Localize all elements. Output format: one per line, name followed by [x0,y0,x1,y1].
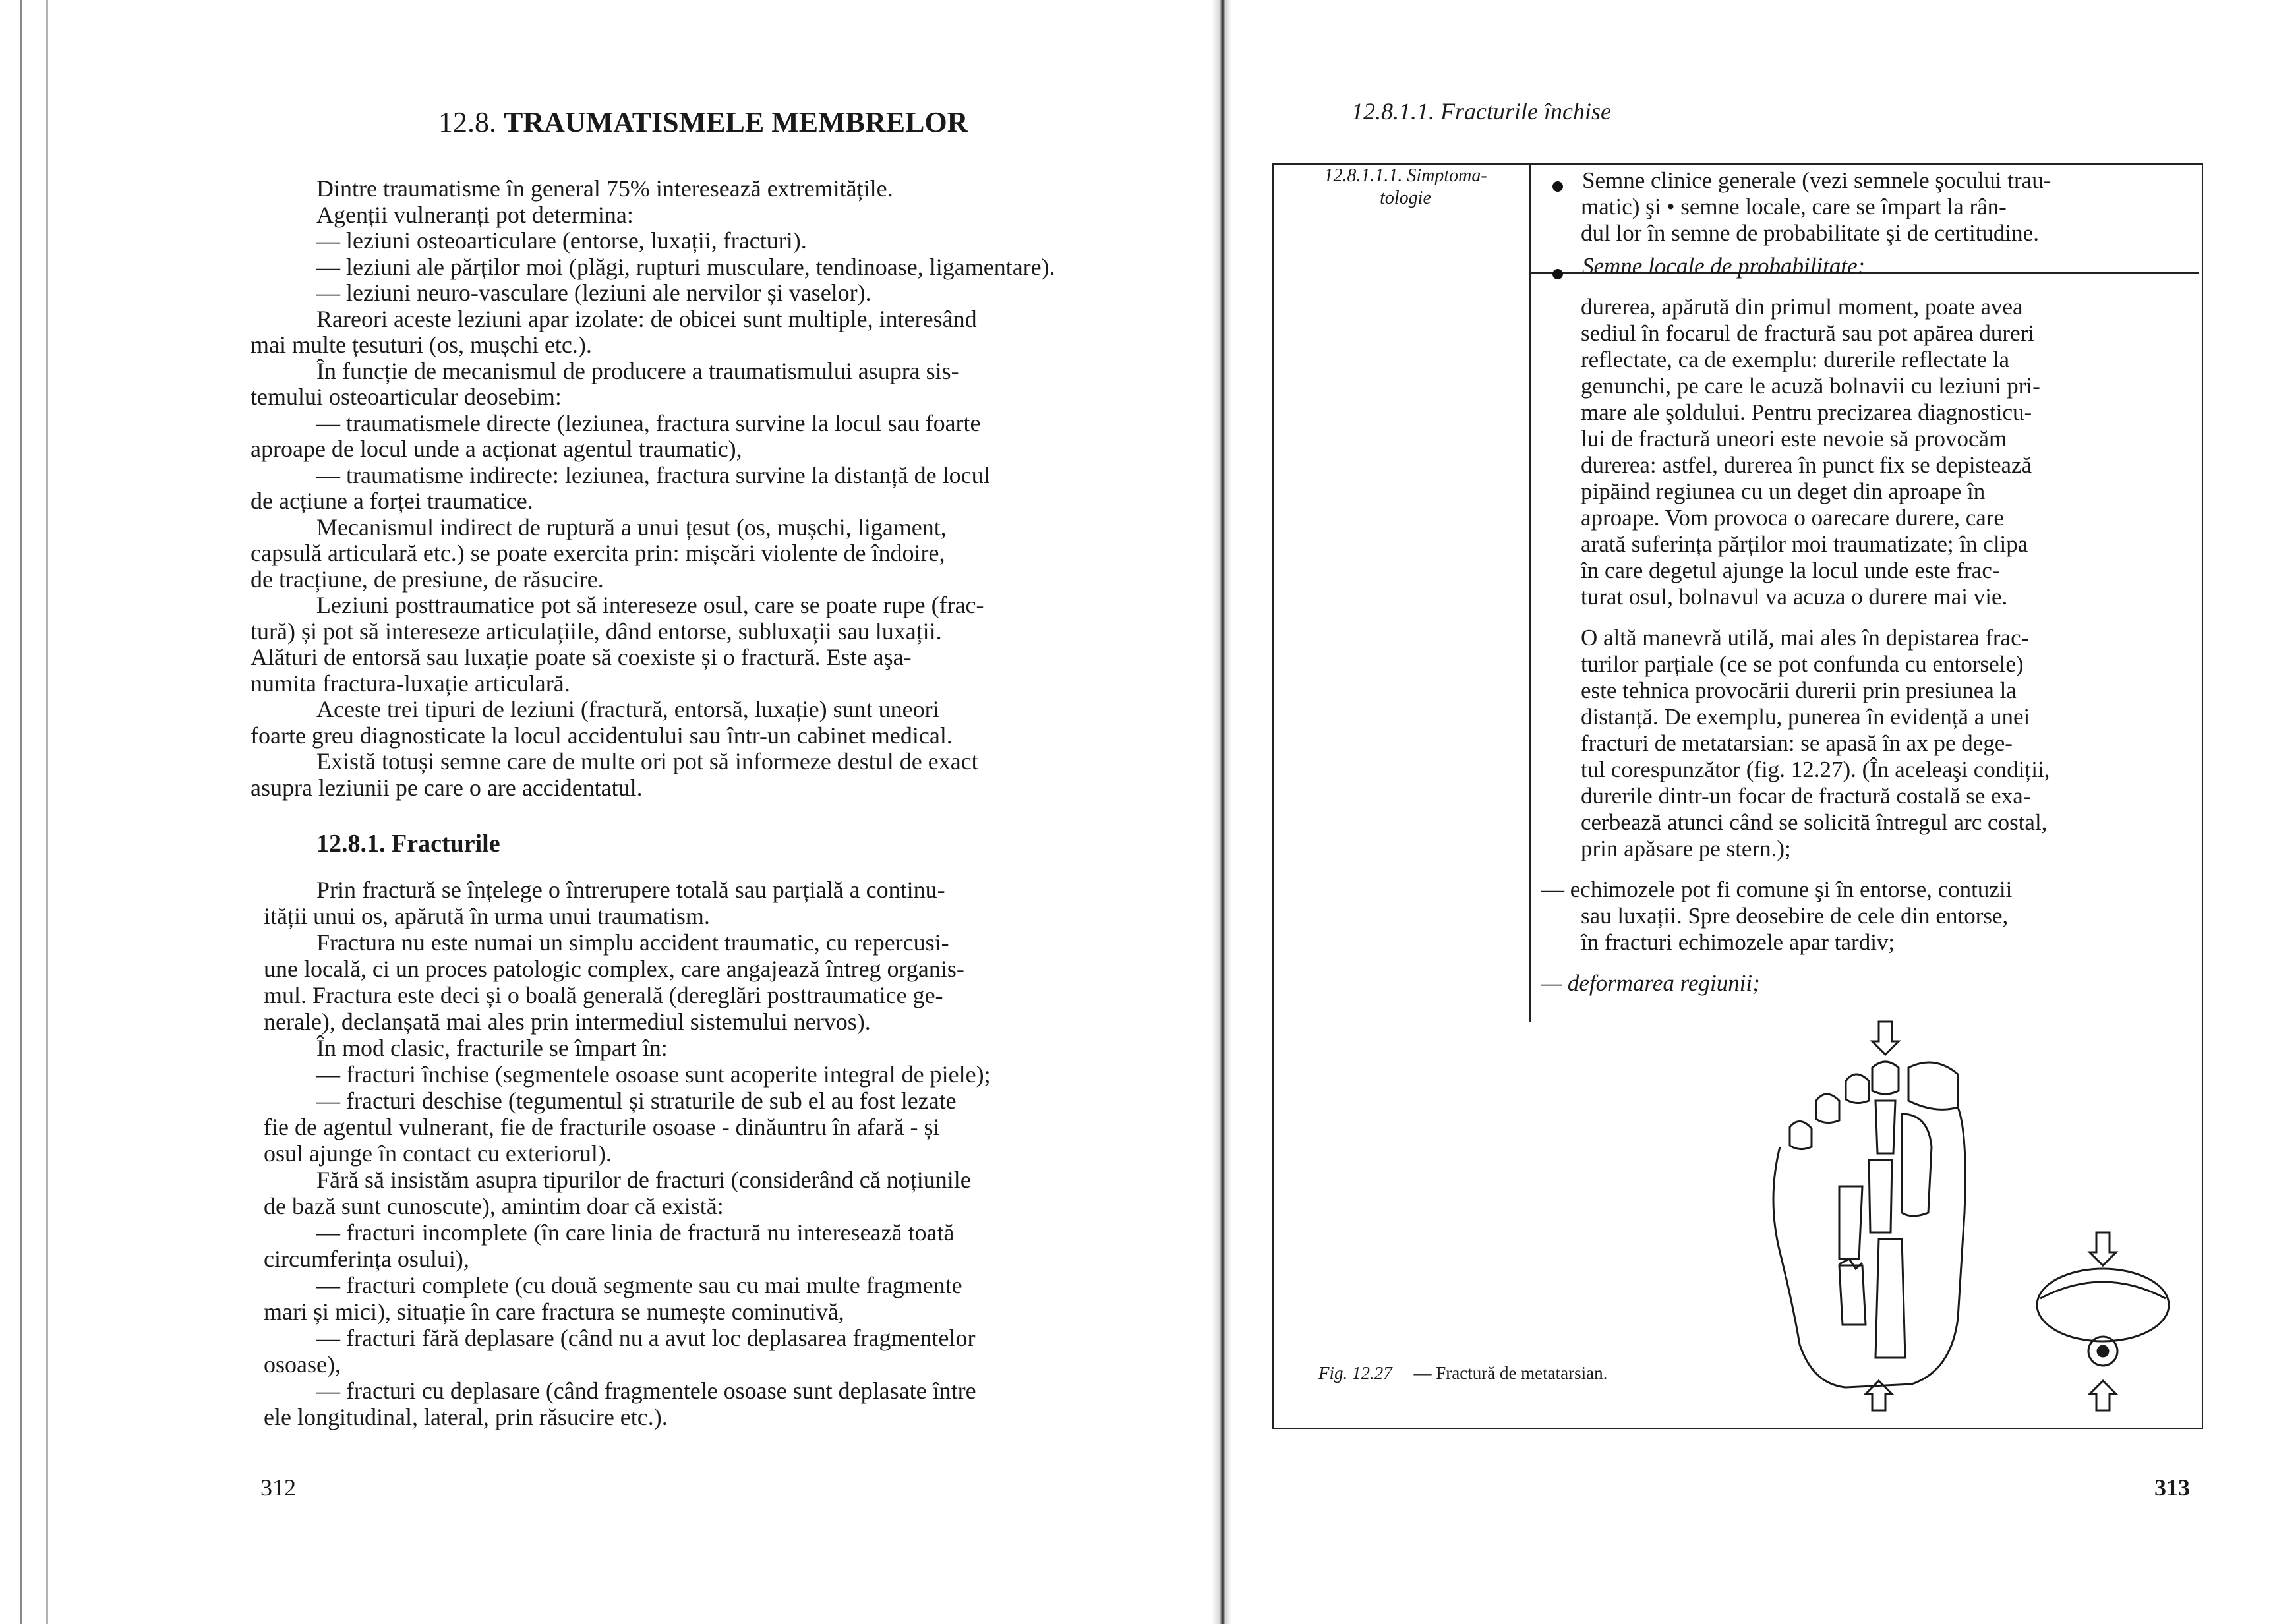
box-text-line: mare ale şoldului. Pentru precizarea diagnosticu- [1581,399,2032,425]
body-text-line: tură) și pot să intereseze articulațiile, dând entorse, subluxații sau luxații. [251,618,942,645]
body-text-line: osul ajunge în contact cu exteriorul). [264,1140,612,1167]
body-text-line: circumferința osului), [264,1246,469,1272]
body-text-line: mari și mici), situație în care fractura se numește cominutivă, [264,1298,844,1325]
box-text-line: turilor parțiale (ce se pot confunda cu entorsele) [1581,651,2024,677]
page-number-left: 312 [260,1474,296,1501]
box-text-line: sediul în focarul de fractură sau pot apărea dureri [1581,320,2035,346]
chapter-title: TRAUMATISMELE MEMBRELOR [504,106,968,138]
body-text-line: ității unui os, apărută în urma unui traumatism. [264,903,710,929]
body-text-line: — traumatismele directe (leziunea, fractura survine la locul sau foarte [316,409,981,436]
box-text-line: matic) şi • semne locale, care se împart la rân- [1581,194,2007,219]
body-text-line: aproape de locul unde a acționat agentul traumatic), [251,436,742,462]
body-text-line: fie de agentul vulnerant, fie de fracturile osoase - dinăuntru în afară - și [264,1114,940,1140]
body-text-line: de bază sunt cunoscute), amintim doar că există: [264,1193,724,1219]
metatarsal-bone [1875,1101,1895,1153]
body-text-line: nerale), declanșată mai ales prin intermediul sistemului nervos). [264,1008,871,1035]
box-label-line2: tologie [1380,188,1431,208]
body-text-line: Mecanismul indirect de ruptură a unui țesut (os, mușchi, ligament, [316,513,947,540]
body-text-line: În mod clasic, fracturile se împart în: [316,1035,668,1061]
chapter-number: 12.8. [438,106,496,138]
body-text-line: În funcție de mecanismul de producere a traumatismului asupra sis- [316,357,959,384]
toe-outline [1846,1074,1869,1103]
body-text-line: — fracturi cu deplasare (când fragmentele osoase sunt deplasate între [316,1378,976,1404]
body-text-line: — leziuni osteoarticulare (entorse, luxații, fracturi). [316,227,807,254]
box-text-line: Semne locale de probabilitate: [1582,253,1866,279]
metatarsal-bone [1875,1239,1905,1358]
body-text-line: — fracturi deschise (tegumentul și straturile de sub el au fost lezate [316,1088,957,1114]
box-text-line: în care degetul ajunge la locul unde este frac- [1581,558,2000,583]
body-text-line: Fără să insistăm asupra tipurilor de fracturi (considerând că noțiunile [316,1167,971,1193]
box-label [1293,165,1518,210]
body-text-line: — fracturi închise (segmentele osoase sunt acoperite integral de piele); [316,1061,991,1088]
body-text-line: numita fractura-luxație articulară. [251,670,570,697]
bullet-icon [1552,269,1563,279]
section-title: 12.8.1. Fracturile [316,830,500,857]
box-text-line: turat osul, bolnavul va acuza o durere mai vie. [1581,584,2008,610]
body-text-line: Aceste trei tipuri de leziuni (fractură, entorsă, luxație) sunt uneori [316,696,939,722]
box-text-line: distanță. De exemplu, punerea în evidență a unei [1581,704,2030,730]
box-label-line1: 12.8.1.1.1. Simptoma- [1324,165,1487,186]
body-text-line: capsulă articulară etc.) se poate exercita prin: mișcări violente de îndoire, [251,540,945,566]
body-text-line: — fracturi incomplete (în care linia de fractură nu interesează toată [316,1219,955,1246]
body-text-line: Leziuni posttraumatice pot să intereseze osul, care se poate rupe (frac- [316,592,984,618]
toe-outline [1872,1062,1899,1094]
body-text-line: — fracturi fără deplasare (când nu a avut loc deplasarea fragmentelor [316,1325,976,1351]
box-text-line: Semne clinice generale (vezi semnele şocului trau- [1582,167,2052,193]
body-text-line: Prin fractură se înțelege o întrerupere totală sau parțială a continu- [316,877,945,903]
box-text-line: în fracturi echimozele apar tardiv; [1581,929,1895,955]
body-text-line: mul. Fractura este deci și o boală generală (dereglări posttraumatice ge- [264,982,943,1008]
body-text-line: — traumatisme indirecte: leziunea, fractura survine la distanță de locul [316,461,990,488]
box-text-line: durerea: astfel, durerea în punct fix se depistează [1581,452,2032,478]
metatarsal-bone [1839,1186,1862,1259]
body-text-line: de tracțiune, de presiune, de răsucire. [251,566,604,593]
box-text-line: durerea, apărută din primul moment, poate avea [1581,294,2023,320]
arrow-up-icon [2090,1381,2116,1410]
body-text-line: une locală, ci un proces patologic complex, care angajează întreg organis- [264,956,964,982]
figure-caption [1318,1363,1607,1383]
box-text-line: — deformarea regiunii; [1541,970,1760,996]
box-text-line: aproape. Vom provoca o oarecare durere, care [1581,505,2004,531]
box-text-line: — echimozele pot fi comune şi în entorse, contuzii [1541,877,2013,902]
body-text-line: Agenții vulneranți pot determina: [316,201,634,228]
body-text-line: de acțiune a forței traumatice. [251,488,533,514]
box-text-line: reflectate, ca de exemplu: durerile reflectate la [1581,347,2009,372]
box-text-line: prin apăsare pe stern.); [1581,836,1791,861]
body-text-line: Rareori aceste leziuni apar izolate: de obicei sunt multiple, interesând [316,305,977,332]
fracture-line [1839,1259,1862,1269]
box-text-line: cerbează atunci când se solicită întregul arc costal, [1581,809,2048,835]
body-text-line: — fracturi complete (cu două segmente sau cu mai multe fragmente [316,1272,962,1298]
figure-label: Fig. 12.27 [1318,1363,1392,1383]
body-text-line: asupra leziunii pe care o are accidentatul. [251,774,643,801]
arrow-down-icon [2090,1232,2116,1265]
box-text-line: O altă manevră utilă, mai ales în depistarea frac- [1581,625,2029,651]
body-text-line: mai multe țesuturi (os, mușchi etc.). [251,332,592,358]
body-text-line: — leziuni neuro-vasculare (leziuni ale nervilor și vaselor). [316,279,871,306]
box-text-line: pipăind regiunea cu un deget din aproape în [1581,478,1986,504]
box-text-line: durerile dintr-un focar de fractură costală se exa- [1581,783,2031,809]
box-text-line: genunchi, pe care le acuză bolnavii cu leziuni pri- [1581,373,2040,399]
body-text-line: Există totuși semne care de multe ori pot să informeze destul de exact [316,748,978,774]
box-text-line: sau luxații. Spre deosebire de cele din entorse, [1581,903,2009,929]
arrow-down-icon [1872,1022,1899,1055]
running-head: 12.8.1.1. Fracturile închise [1351,98,1611,125]
box-text-line: dul lor în semne de probabilitate şi de certitudine. [1581,220,2039,246]
book-binding [1212,0,1231,1624]
body-text-line: ele longitudinal, lateral, prin răsucire etc.). [264,1404,668,1430]
body-text-line: foarte greu diagnosticate la locul accidentului sau într-un cabinet medical. [251,722,953,749]
toe-outline [1816,1094,1839,1123]
body-text-line: Fractura nu este numai un simplu accident traumatic, cu repercusi- [316,929,949,956]
box-text-line: arată suferința părților moi traumatizate; în clipa [1581,531,2028,557]
body-text-line: — leziuni ale părților moi (plăgi, rupturi musculare, tendinoase, ligamentare). [316,253,1055,280]
chapter-heading [438,105,968,139]
metatarsal-bone [1902,1114,1932,1216]
body-text-line: Alături de entorsă sau luxație poate să coexiste și o fractură. Este aşa- [251,644,912,670]
metatarsal-bone [1869,1160,1892,1232]
bullet-icon [1552,181,1563,192]
foot-cross-section [2037,1269,2169,1341]
box-text-line: este tehnica provocării durerii prin presiunea la [1581,678,2017,703]
body-text-line: osoase), [264,1351,341,1378]
toe-outline [1908,1062,1958,1109]
box-text-line: fracturi de metatarsian: se apasă în ax pe dege- [1581,730,2013,756]
toe-outline [1790,1121,1812,1149]
table-divider-vertical [1529,165,1531,1022]
box-text-line: lui de fractură uneori este nevoie să provocăm [1581,426,2007,451]
foot-figure [1740,1015,2202,1424]
page-number-right: 313 [2154,1474,2190,1501]
body-text-line: temului osteoarticular deosebim: [251,384,562,410]
figure-caption-text: — Fractură de metatarsian. [1413,1363,1608,1383]
body-text-line: Dintre traumatisme în general 75% interesează extremitățile. [316,175,893,202]
box-text-line: tul corespunzător (fig. 12.27). (În aceleaşi condiții, [1581,757,2050,782]
metatarsal-bone [1839,1265,1866,1325]
